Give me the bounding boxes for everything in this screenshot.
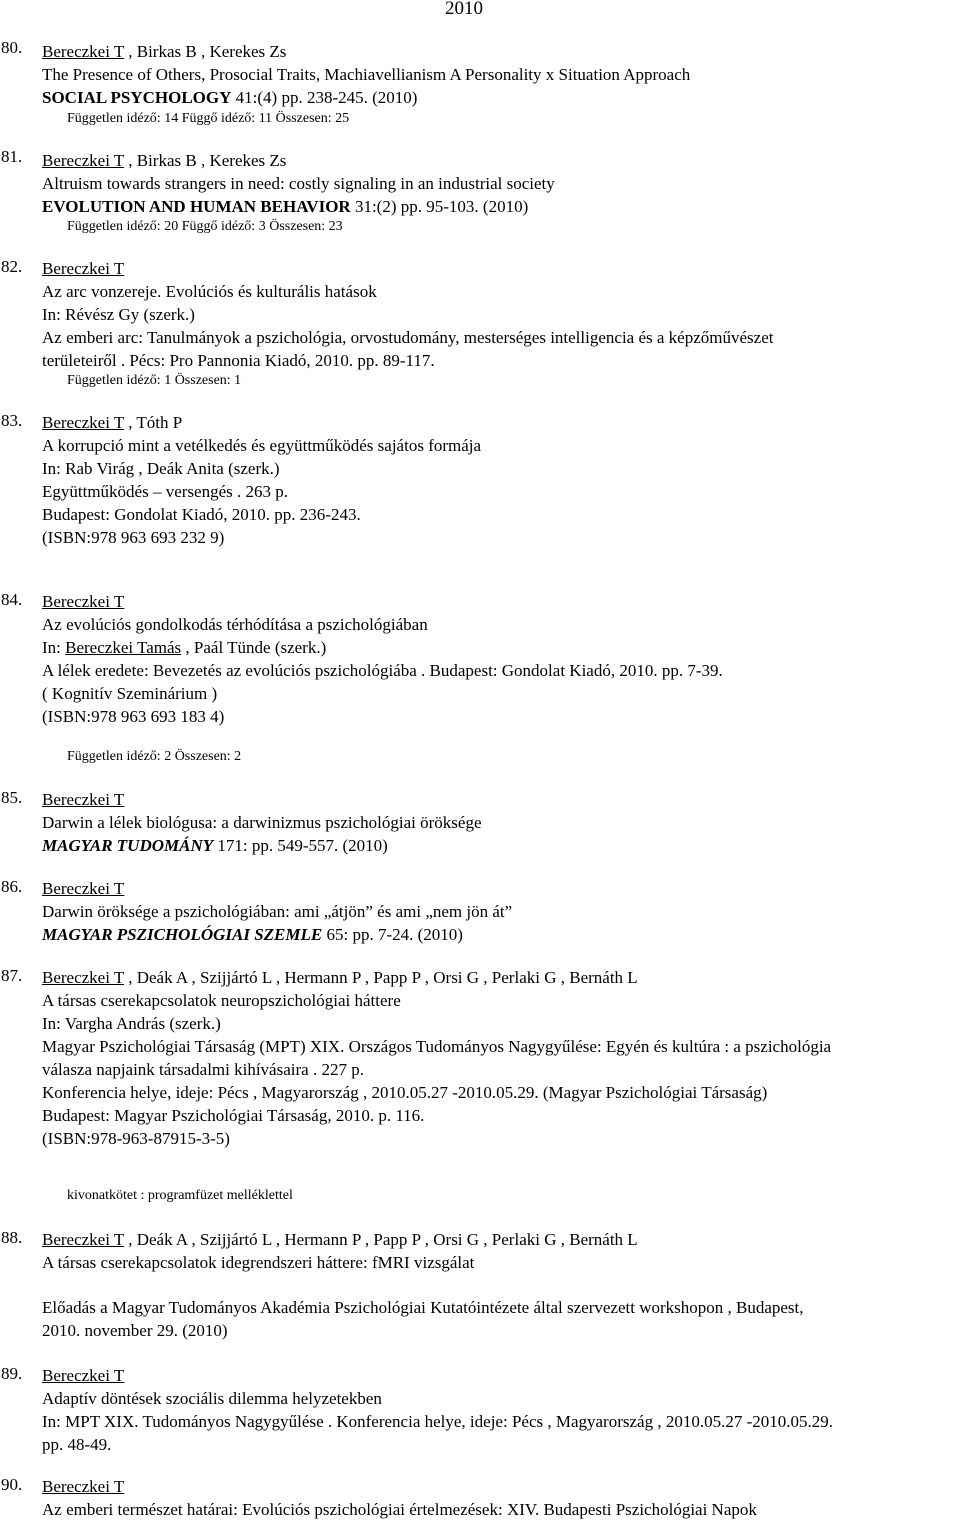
entry-title: The Presence of Others, Prosocial Traits, Machiavellianism A Personality x Situation Approach — [42, 65, 691, 84]
journal-name: MAGYAR TUDOMÁNY — [42, 836, 214, 855]
entry-title: A korrupció mint a vetélkedés és együttműködés sajátos formája — [42, 436, 482, 455]
authors-line — [42, 877, 124, 900]
journal-name: MAGYAR PSZICHOLÓGIAI SZEMLE — [42, 925, 323, 944]
entry-number: 89. — [1, 1364, 23, 1383]
authors-line — [42, 1228, 638, 1251]
author-link[interactable]: Bereczkei T — [42, 879, 125, 898]
co-authors: , Deák A , Szijjártó L , Hermann P , Papp P , Orsi G , Perlaki G , Bernáth L — [123, 1230, 638, 1249]
author-link[interactable]: Bereczkei T — [42, 968, 124, 987]
editor-line: In: Vargha András (szerk.) — [42, 1014, 221, 1033]
entry-number: 86. — [1, 877, 23, 896]
event-line-1: Előadás a Magyar Tudományos Akadémia Pszichológiai Kutatóintézete által szervezett workshopon , Budapest, — [42, 1298, 804, 1317]
book-title-line-2: területeiről . Pécs: Pro Pannonia Kiadó, 2010. pp. 89-117. — [42, 351, 435, 370]
entry-title: Darwin a lélek biológusa: a darwinizmus pszichológiai öröksége — [42, 813, 482, 832]
book-title-line-1: Együttműködés – versengés . 263 p. — [42, 482, 288, 501]
entry-number: 84. — [1, 590, 23, 609]
authors-line — [42, 1475, 124, 1498]
author-link[interactable]: Bereczkei T — [42, 151, 124, 170]
author-link[interactable]: Bereczkei T — [42, 42, 124, 61]
citation-count: Független idéző: 2 Összesen: 2 — [67, 749, 242, 764]
authors-line — [42, 1364, 124, 1387]
authors-line — [42, 411, 182, 434]
book-title-line-1: Az emberi arc: Tanulmányok a pszichológia, orvostudomány, mesterséges intelligencia és a képzőművészet — [42, 328, 774, 347]
author-link[interactable]: Bereczkei T — [42, 1477, 125, 1496]
conference-line: In: MPT XIX. Tudományos Nagygyűlése . Konferencia helye, ideje: Pécs , Magyarország , 2010.05.27 -2010.05.29. — [42, 1412, 833, 1431]
entry-number: 90. — [1, 1475, 23, 1494]
editor-author-link[interactable]: Bereczkei Tamás — [65, 638, 182, 657]
journal-line — [42, 834, 388, 857]
journal-details: 171: pp. 549-557. (2010) — [213, 836, 388, 855]
entry-number: 87. — [1, 966, 23, 985]
entry-title: A társas cserekapcsolatok idegrendszeri háttere: fMRI vizsgálat — [42, 1253, 475, 1272]
isbn-line: (ISBN:978 963 693 183 4) — [42, 707, 225, 726]
co-authors: , Birkas B , Kerekes Zs — [123, 151, 287, 170]
isbn-line: (ISBN:978-963-87915-3-5) — [42, 1129, 230, 1148]
editor-line — [42, 636, 326, 659]
entry-title: Az emberi természet határai: Evolúciós pszichológiai értelmezések: XIV. Budapesti Pszichológiai Napok — [42, 1500, 757, 1519]
journal-details: 65: pp. 7-24. (2010) — [322, 925, 463, 944]
publisher-line: Budapest: Gondolat Kiadó, 2010. pp. 236-243. — [42, 505, 361, 524]
conference-line: Konferencia helye, ideje: Pécs , Magyarország , 2010.05.27 -2010.05.29. (Magyar Pszichológiai Társaság) — [42, 1083, 768, 1102]
journal-details: 41:(4) pp. 238-245. (2010) — [231, 88, 418, 107]
journal-line — [42, 195, 528, 218]
journal-name: SOCIAL PSYCHOLOGY — [42, 88, 232, 107]
journal-name: EVOLUTION AND HUMAN BEHAVIOR — [42, 197, 351, 216]
entry-title: A társas cserekapcsolatok neuropszichológiai háttere — [42, 991, 401, 1010]
entry-number: 83. — [1, 411, 23, 430]
journal-line — [42, 86, 417, 109]
author-link[interactable]: Bereczkei T — [42, 413, 124, 432]
author-link[interactable]: Bereczkei T — [42, 259, 125, 278]
co-authors: , Tóth P — [123, 413, 183, 432]
co-authors: , Deák A , Szijjártó L , Hermann P , Papp P , Orsi G , Perlaki G , Bernáth L — [123, 968, 638, 987]
entry-title: Darwin öröksége a pszichológiában: ami „átjön” és ami „nem jön át” — [42, 902, 513, 921]
publisher-line: Budapest: Magyar Pszichológiai Társaság, 2010. p. 116. — [42, 1106, 425, 1125]
isbn-line: (ISBN:978 963 693 232 9) — [42, 528, 225, 547]
entry-title: Az arc vonzereje. Evolúciós és kulturális hatások — [42, 282, 377, 301]
authors-line — [42, 257, 124, 280]
entry-number: 80. — [1, 38, 23, 57]
authors-line — [42, 40, 286, 63]
entry-note: kivonatkötet : programfüzet melléklettel — [67, 1188, 293, 1203]
book-title-line-1: A lélek eredete: Bevezetés az evolúciós pszichológiába . Budapest: Gondolat Kiadó, 2010. pp. 7-39. — [42, 661, 723, 680]
entry-number: 81. — [1, 147, 23, 166]
page-year: 2010 — [445, 0, 483, 19]
editor-line: In: Rab Virág , Deák Anita (szerk.) — [42, 459, 280, 478]
citation-count: Független idéző: 14 Függő idéző: 11 Összesen: 25 — [67, 111, 350, 126]
entry-title: Adaptív döntések szociális dilemma helyzetekben — [42, 1389, 382, 1408]
author-link[interactable]: Bereczkei T — [42, 790, 125, 809]
entry-number: 82. — [1, 257, 23, 276]
co-authors: , Birkas B , Kerekes Zs — [123, 42, 287, 61]
journal-details: 31:(2) pp. 95-103. (2010) — [350, 197, 529, 216]
author-link[interactable]: Bereczkei T — [42, 592, 125, 611]
entry-title: Altruism towards strangers in need: costly signaling in an industrial society — [42, 174, 555, 193]
authors-line — [42, 590, 124, 613]
editor-line: In: Révész Gy (szerk.) — [42, 305, 195, 324]
book-title-line-2: válasza napjaink társadalmi kihívásaira . 227 p. — [42, 1060, 364, 1079]
authors-line — [42, 966, 638, 989]
citation-count: Független idéző: 20 Függő idéző: 3 Összesen: 23 — [67, 219, 343, 234]
event-line-2: 2010. november 29. (2010) — [42, 1321, 228, 1340]
pages-line: pp. 48-49. — [42, 1435, 112, 1454]
entry-number: 88. — [1, 1228, 23, 1247]
author-link[interactable]: Bereczkei T — [42, 1230, 124, 1249]
editor-prefix: In: — [42, 638, 66, 657]
entry-title: Az evolúciós gondolkodás térhódítása a pszichológiában — [42, 615, 428, 634]
author-link[interactable]: Bereczkei T — [42, 1366, 125, 1385]
journal-line — [42, 923, 463, 946]
editor-rest: , Paál Tünde (szerk.) — [181, 638, 327, 657]
entry-number: 85. — [1, 788, 23, 807]
authors-line — [42, 149, 286, 172]
citation-count: Független idéző: 1 Összesen: 1 — [67, 373, 242, 388]
book-title-line-1: Magyar Pszichológiai Társaság (MPT) XIX. Országos Tudományos Nagygyűlése: Egyén és kultúra : a pszichológia — [42, 1037, 832, 1056]
series-line: ( Kognitív Szeminárium ) — [42, 684, 218, 703]
authors-line — [42, 788, 124, 811]
